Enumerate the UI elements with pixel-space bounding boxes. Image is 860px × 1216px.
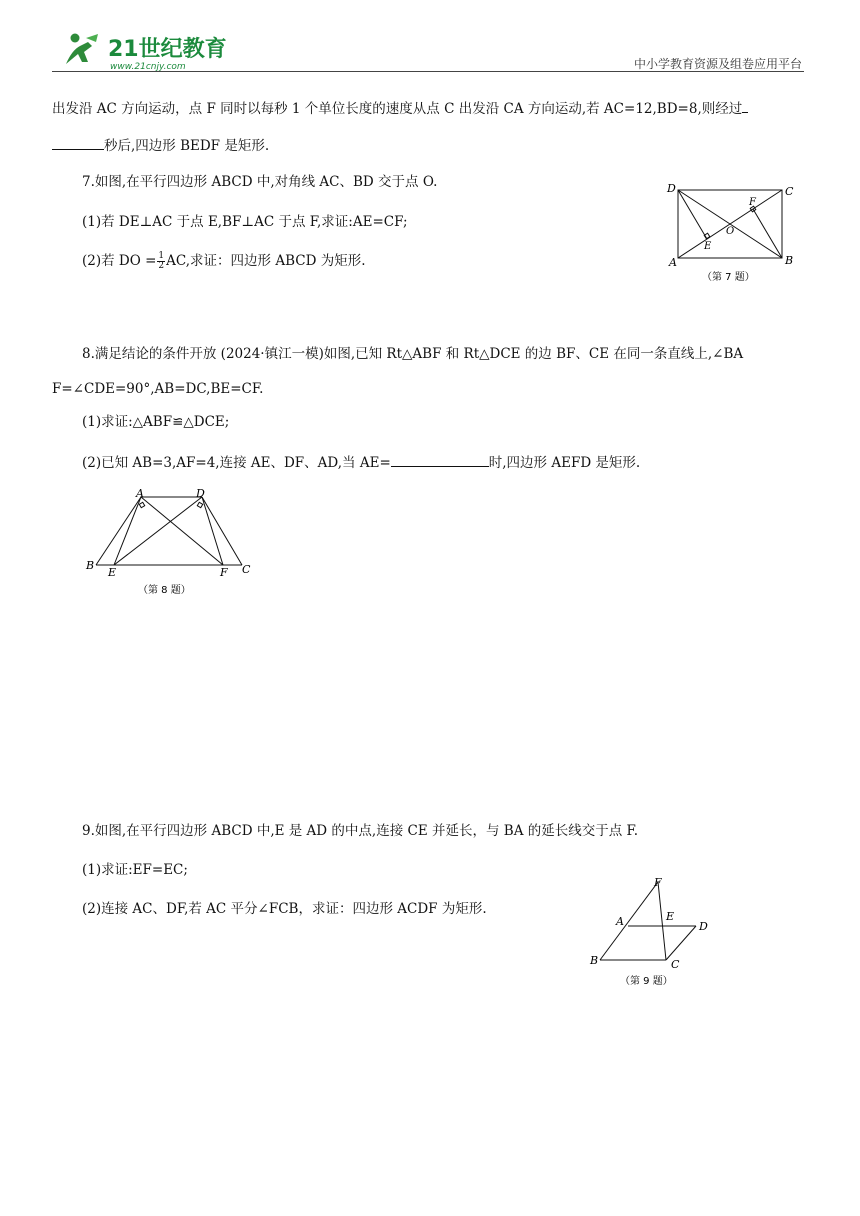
q7-label-F: F [749,197,756,208]
q9-stem: 9.如图,在平行四边形 ABCD 中,E 是 AD 的中点,连接 CE 并延长，与 BA 的延长线交于点 F. [82,823,639,839]
q7-label-O: O [726,226,735,237]
figure-q7 [660,178,800,288]
q8-label-E: E [108,566,117,579]
platform-name: 中小学教育资源及组卷应用平台 [633,57,802,71]
q9-label-E: E [666,910,675,923]
logo-text: 21世纪教育 [108,37,227,62]
q6-line2: 秒后,四边形 BEDF 是矩形. [52,135,269,155]
q6-blank-tail [742,98,748,113]
logo-graphic [62,28,227,72]
q9-label-F: F [654,876,662,889]
q6-line1: 出发沿 AC 方向运动，点 F 同时以每秒 1 个单位长度的速度从点 C 出发沿 CA 方向运动,若 AC=12,BD=8,则经过 [52,98,748,118]
q9-label-A: A [616,915,624,928]
q8-label-B: B [86,559,95,572]
q7-caption: （第 7 题） [702,272,755,283]
site-logo [62,28,227,72]
q9-label-B: B [590,954,599,967]
q8-label-C: C [242,563,251,576]
figure-q8 [82,485,262,600]
q8-stem-line1: 8.满足结论的条件开放 (2024·镇江一模)如图,已知 Rt△ABF 和 Rt△DCE 的边 BF、CE 在同一条直线上,∠BA [82,346,744,362]
q9-part1: (1)求证:EF=EC; [82,862,188,878]
q7-label-A: A [669,256,677,269]
q8-caption: （第 8 题） [138,585,191,596]
q8-part2: (2)已知 AB=3,AF=4,连接 AE、DF、AD,当 AE= 时,四边形 AEFD 是矩形. [82,452,640,472]
q8-label-A: A [136,487,144,500]
q9-label-C: C [671,958,680,971]
figure-q9 [586,872,716,990]
q8-stem-line2: F=∠CDE=90°,AB=DC,BE=CF. [52,381,264,397]
logo-url: www.21cnjy.com [110,62,186,72]
q7-stem: 7.如图,在平行四边形 ABCD 中,对角线 AC、BD 交于点 O. [82,174,438,190]
header-divider [52,71,804,72]
q9-caption: （第 9 题） [620,976,673,987]
q8-answer-blank[interactable] [391,452,489,467]
fraction-one-half: $\frac{1}{2}$ [158,251,165,271]
q7-label-E: E [704,241,712,252]
q8-label-D: D [196,487,205,500]
q6-answer-blank[interactable] [52,135,104,150]
q7-label-C: C [785,185,794,198]
q7-label-D: D [667,182,676,195]
q9-part2: (2)连接 AC、DF,若 AC 平分∠FCB，求证：四边形 ACDF 为矩形. [82,901,487,917]
q7-part2: (2)若 DO = $\frac{1}{2}$ AC,求证：四边形 ABCD 为矩形. [82,251,366,271]
q7-part1: (1)若 DE⊥AC 于点 E,BF⊥AC 于点 F,求证:AE=CF; [82,214,408,230]
q9-label-D: D [699,920,708,933]
q8-label-F: F [220,566,228,579]
q8-part1: (1)求证:△ABF≌△DCE; [82,414,230,430]
q7-label-B: B [785,254,794,267]
